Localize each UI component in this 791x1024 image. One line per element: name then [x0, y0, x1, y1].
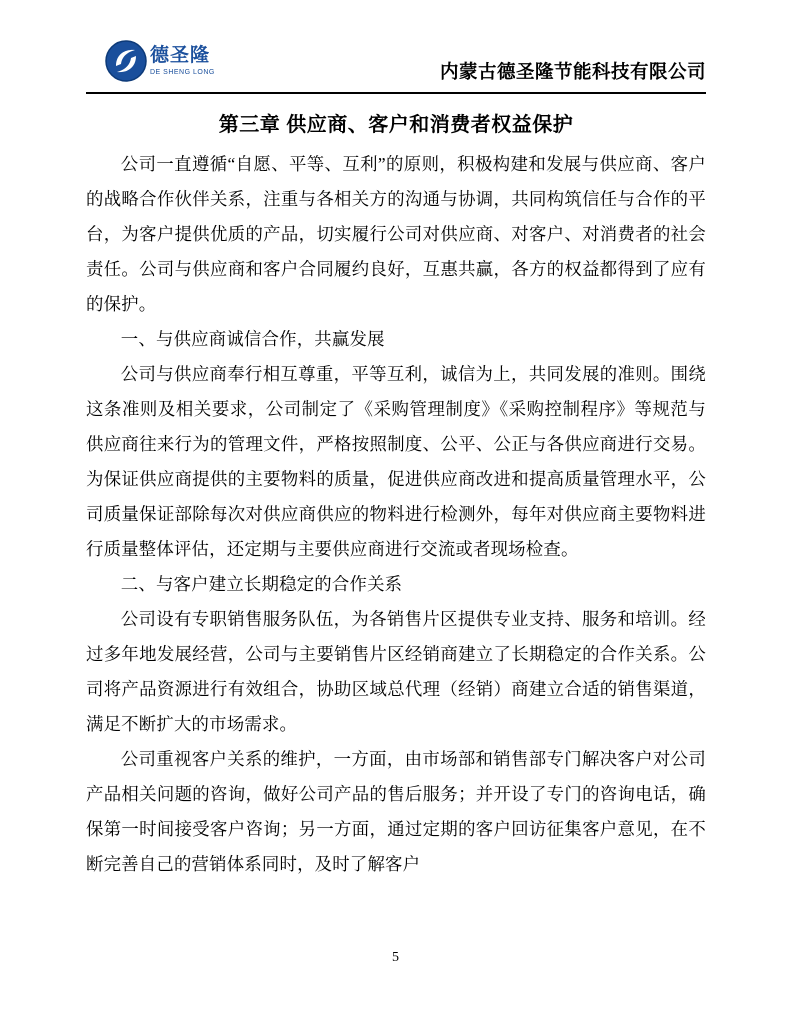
chapter-title: 第三章 供应商、客户和消费者权益保护	[218, 114, 574, 136]
paragraph: 二、与客户建立长期稳定的合作关系	[120, 574, 403, 594]
logo-chinese-name: 德圣隆	[150, 45, 211, 66]
paragraph: 公司重视客户关系的维护，一方面，由市场部和销售部专门解决客户对公司产品相关问题的咨询，做好公司产品的售后服务；并开设了专门的咨询电话，确保第一时间接受客户咨询；另一方面，通过定期的客户回访征集客户意见，在不断完善自己的营销体系同时，及时了解客户	[86, 749, 706, 874]
page-header	[86, 36, 706, 94]
logo-english-name: DE SHENG LONG	[150, 69, 215, 76]
company-name-heading: 内蒙古德圣隆节能科技有限公司	[439, 63, 706, 83]
header-divider	[86, 92, 706, 94]
paragraph: 公司与供应商奉行相互尊重，平等互利，诚信为上，共同发展的准则。围绕这条准则及相关要求，公司制定了《采购管理制度》《采购控制程序》等规范与供应商往来行为的管理文件，严格按照制度、公平、公正与各供应商进行交易。为保证供应商提供的主要物料的质量，促进供应商改进和提高质量管理水平，公司质量保证部除每次对供应商供应的物料进行检测外，每年对供应商主要物料进行质量整体评估，还定期与主要供应商进行交流或者现场检查。	[86, 364, 706, 559]
page-content	[86, 36, 706, 882]
paragraph: 公司设有专职销售服务队伍，为各销售片区提供专业支持、服务和培训。经过多年地发展经营，公司与主要销售片区经销商建立了长期稳定的合作关系。公司将产品资源进行有效组合，协助区域总代理（经销）商建立合适的销售渠道，满足不断扩大的市场需求。	[86, 609, 706, 734]
paragraph: 一、与供应商诚信合作，共赢发展	[120, 329, 385, 349]
logo-wordmark	[150, 46, 215, 76]
page-number: 5	[392, 950, 399, 965]
logo-emblem-icon	[104, 39, 148, 83]
company-logo	[104, 38, 215, 84]
document-body	[86, 147, 706, 882]
paragraph: 公司一直遵循“自愿、平等、互利”的原则，积极构建和发展与供应商、客户的战略合作伙伴关系，注重与各相关方的沟通与协调，共同构筑信任与合作的平台，为客户提供优质的产品，切实履行公司对供应商、对客户、对消费者的社会责任。公司与供应商和客户合同履约良好，互惠共赢，各方的权益都得到了应有的保护。	[86, 154, 706, 314]
